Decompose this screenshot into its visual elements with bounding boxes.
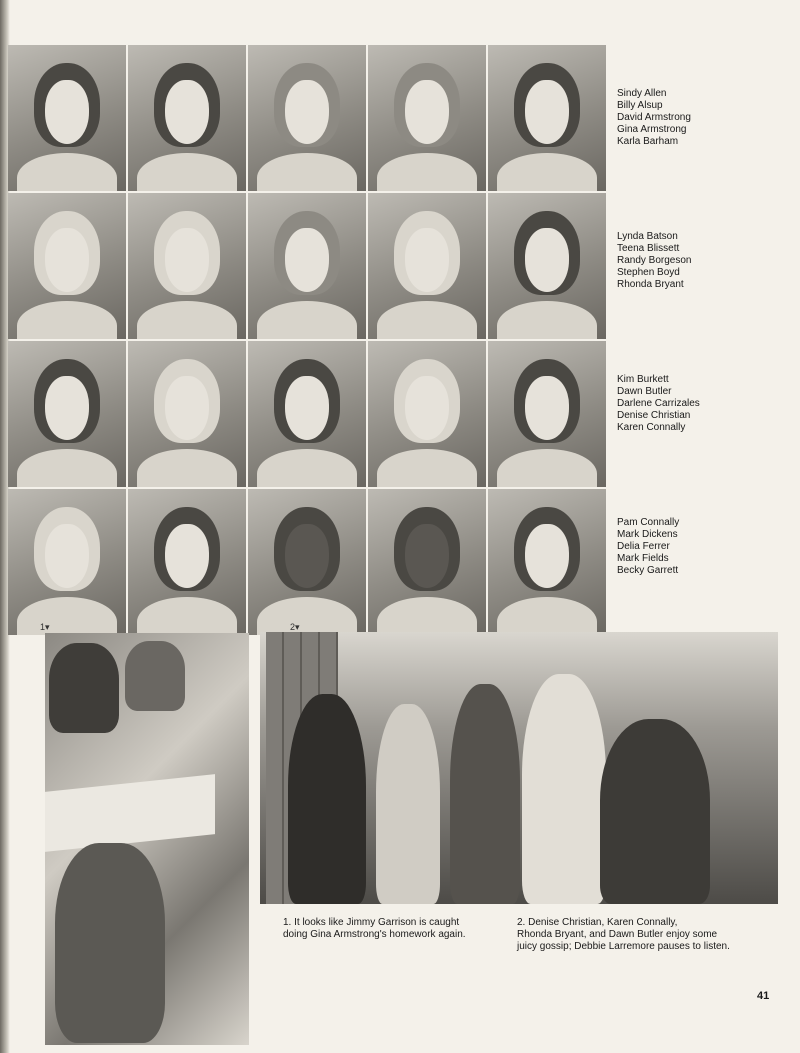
- name-list: [617, 231, 792, 291]
- student-name: Stephen Boyd: [617, 267, 680, 278]
- portrait-row: [8, 193, 606, 339]
- portrait-row: [8, 45, 606, 191]
- portrait-photo: [248, 341, 366, 487]
- caption-photo-2: 2. Denise Christian, Karen Connally, Rhonda Bryant, and Dawn Butler enjoy some juicy gossip; Debbie Larremore pauses to listen.: [517, 917, 730, 952]
- student-name: Karla Barham: [617, 136, 679, 147]
- student-name: Dawn Butler: [617, 386, 672, 397]
- student-name: Kim Burkett: [617, 374, 669, 385]
- student-name: Randy Borgeson: [617, 255, 692, 266]
- portrait-photo: [8, 193, 126, 339]
- student-name: David Armstrong: [617, 112, 691, 123]
- student-name: Delia Ferrer: [617, 541, 670, 552]
- portrait-photo: [488, 45, 606, 191]
- student-name: Pam Connally: [617, 517, 680, 528]
- portrait-photo: [368, 45, 486, 191]
- portrait-photo: [488, 193, 606, 339]
- candid-photo-homework: [45, 633, 249, 1045]
- student-name: Becky Garrett: [617, 565, 679, 576]
- student-name: Denise Christian: [617, 410, 691, 421]
- portrait-photo: [8, 489, 126, 635]
- caption-photo-1: 1. It looks like Jimmy Garrison is caught doing Gina Armstrong's homework again.: [283, 917, 466, 940]
- portrait-photo: [248, 45, 366, 191]
- portrait-photo: [248, 489, 366, 635]
- portrait-photo: [128, 489, 246, 635]
- student-name: Lynda Batson: [617, 231, 678, 242]
- portrait-photo: [368, 193, 486, 339]
- student-name: Billy Alsup: [617, 100, 663, 111]
- portrait-row: [8, 341, 606, 487]
- name-list: [617, 517, 792, 577]
- photo-marker-1: 1▾: [40, 622, 50, 632]
- candid-photo-gossip: [260, 632, 778, 904]
- portrait-photo: [488, 341, 606, 487]
- portrait-photo: [488, 489, 606, 635]
- portrait-photo: [128, 45, 246, 191]
- photo-marker-2: 2▾: [290, 622, 300, 632]
- portrait-photo: [128, 193, 246, 339]
- student-name: Mark Fields: [617, 553, 669, 564]
- portrait-photo: [368, 489, 486, 635]
- student-name: Darlene Carrizales: [617, 398, 700, 409]
- student-name: Karen Connally: [617, 422, 686, 433]
- page-number: 41: [757, 990, 770, 1002]
- student-name: Teena Blissett: [617, 243, 680, 254]
- student-name: Mark Dickens: [617, 529, 678, 540]
- portrait-photo: [8, 45, 126, 191]
- portrait-photo: [368, 341, 486, 487]
- student-name: Sindy Allen: [617, 88, 667, 99]
- name-list: [617, 374, 792, 434]
- student-name: Gina Armstrong: [617, 124, 687, 135]
- portrait-row: [8, 489, 606, 635]
- portrait-photo: [248, 193, 366, 339]
- student-name: Rhonda Bryant: [617, 279, 684, 290]
- portrait-photo: [128, 341, 246, 487]
- portrait-photo: [8, 341, 126, 487]
- portrait-grid: [8, 45, 606, 637]
- name-list: [617, 88, 792, 148]
